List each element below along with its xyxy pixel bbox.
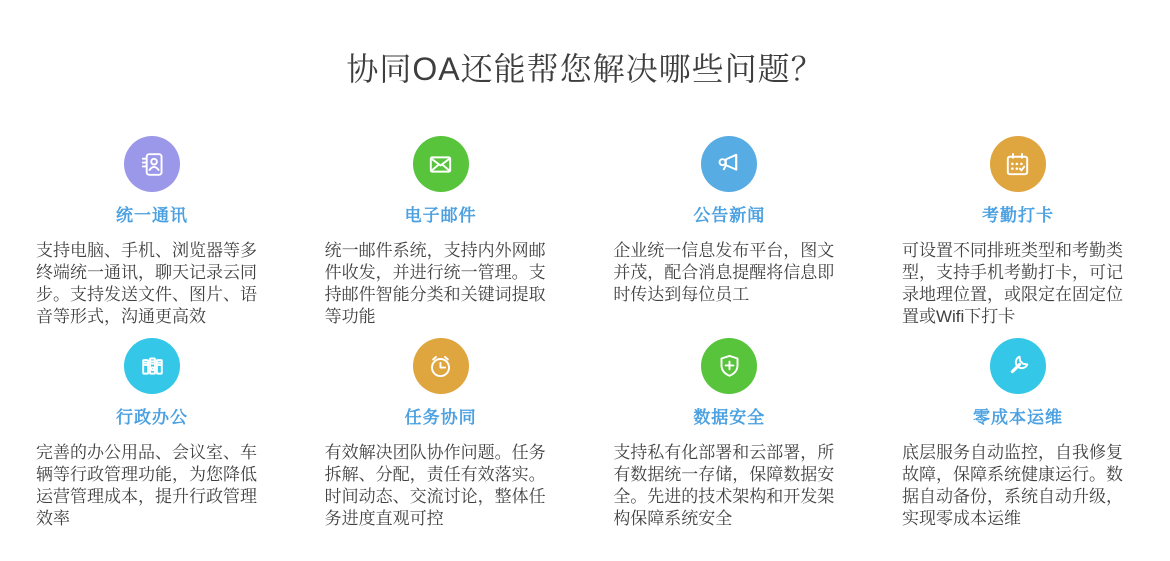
feature-description: 支持私有化部署和云部署，所有数据统一存储，保障数据安全。先进的技术架构和开发架构保障系统安全 [613, 443, 835, 528]
feature-description: 支持电脑、手机、浏览器等多终端统一通讯，聊天记录云同步。支持发送文件、图片、语音等形式，沟通更高效 [36, 241, 257, 326]
feature-card [36, 338, 268, 530]
feature-description: 可设置不同排班类型和考勤类型，支持手机考勤打卡，可记录地理位置，或限定在固定位置或Wifi下打卡 [901, 241, 1123, 326]
feature-title: 统一通讯 [116, 206, 188, 225]
feature-description: 企业统一信息发布平台，图文并茂，配合消息提醒将信息即时传达到每位员工 [613, 241, 835, 304]
feature-title: 数据安全 [693, 408, 766, 427]
page-title: 协同OA还能帮您解决哪些问题？ [346, 51, 824, 87]
feature-title: 行政办公 [116, 408, 188, 427]
alarm-clock-icon [413, 338, 469, 394]
feature-title: 任务协同 [404, 408, 477, 427]
feature-title: 公告新闻 [693, 206, 766, 225]
feature-card [36, 136, 268, 328]
feature-description: 有效解决团队协作问题。任务拆解、分配，责任有效落实。时间动态、交流讨论，整体任务进度直观可控 [324, 443, 546, 528]
feature-card [902, 136, 1134, 328]
binders-icon [124, 338, 180, 394]
feature-card [325, 136, 557, 328]
feature-description: 底层服务自动监控，自我修复故障，保障系统健康运行。数据自动备份，系统自动升级，实现零成本运维 [901, 443, 1123, 528]
feature-title: 电子邮件 [404, 206, 477, 225]
features-grid [0, 136, 1170, 530]
feature-title: 考勤打卡 [981, 206, 1054, 225]
calendar-check-icon [990, 136, 1046, 192]
feature-card [325, 338, 557, 530]
mail-envelope-icon [413, 136, 469, 192]
shield-plus-icon [701, 338, 757, 394]
feature-description: 完善的办公用品、会议室、车辆等行政管理功能，为您降低运营管理成本，提升行政管理效率 [36, 443, 257, 528]
feature-card [902, 338, 1134, 530]
megaphone-icon [701, 136, 757, 192]
feature-card [613, 136, 845, 328]
feature-description: 统一邮件系统，支持内外网邮件收发，并进行统一管理。支持邮件智能分类和关键词提取等功能 [324, 241, 546, 326]
wrench-icon [990, 338, 1046, 394]
feature-card [613, 338, 845, 530]
contacts-book-icon [124, 136, 180, 192]
feature-title: 零成本运维 [972, 408, 1063, 427]
